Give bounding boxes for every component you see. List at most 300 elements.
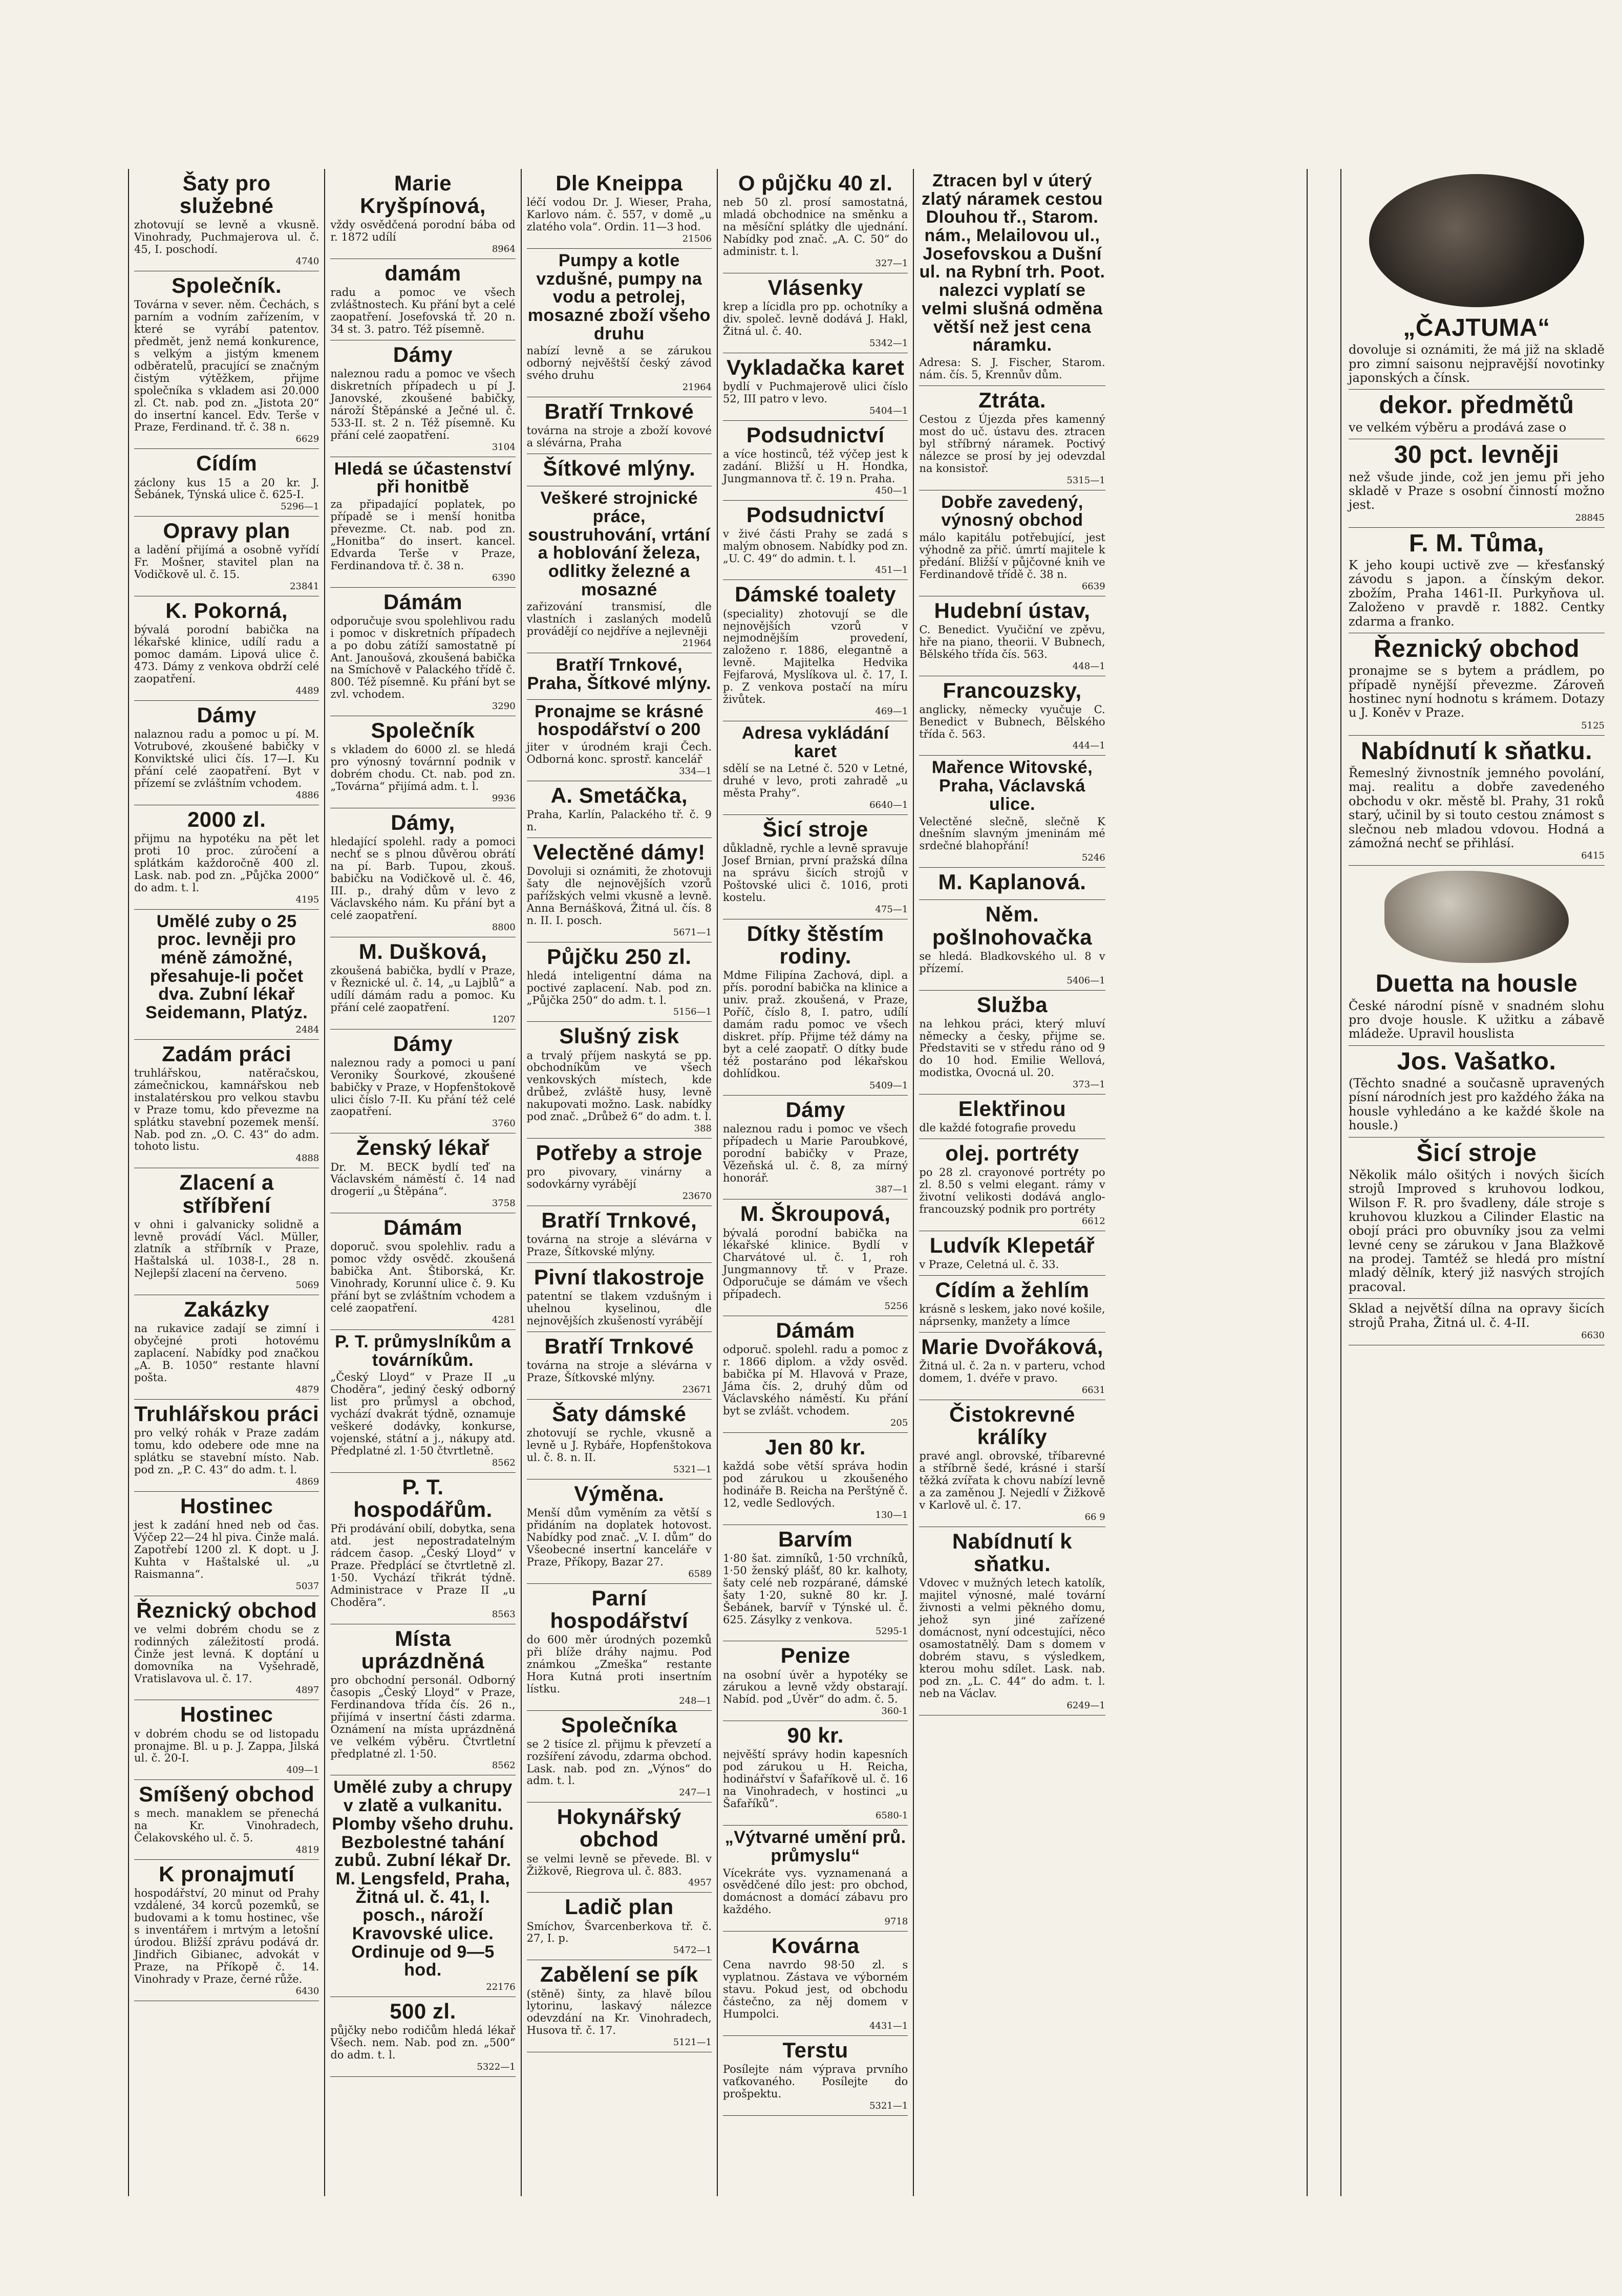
classified-ad: [919, 756, 1105, 868]
ad-body: bývalá porodní babička na lékařské klinice, udílí radu a pomoc damám. Lipová ulice č. 473. Dámy z venkova obdrží celé zaopatření.: [134, 624, 319, 685]
classified-ad: [134, 1168, 319, 1295]
classified-ad: [134, 1400, 319, 1492]
ad-reference-number: 23671: [682, 1384, 712, 1395]
ad-title: Ladič plan: [564, 1895, 674, 1919]
ad-reference-number: 5322—1: [477, 2061, 516, 2072]
ad-reference-number: 248—1: [679, 1695, 712, 1706]
ad-body: „Český Lloyd“ v Praze II „u Choděra“, jediný český odborný list pro průmysl a obchod, vychází dvakrát týdně, oznamuje veškeré dodávky, konkurse, vojenské, státní a j., nákupy atd. Předplatné zl. 1·50 čtvrtletně.: [330, 1371, 516, 1457]
ad-body: továrna na stroje a slévárna v Praze, Šítkovské mlýny.: [526, 1233, 712, 1258]
classified-ad: [527, 942, 712, 1022]
ad-title: Francouzsky,: [943, 678, 1082, 702]
ad-column-1: [129, 169, 325, 2196]
ad-body: Mdme Filipína Zachová, dipl. a přís. porodní babička na klinice a univ. praž. zkoušená, v Praze, Poříč, číslo 8, I. patro, udílí damám radu pomoc ve všech diskret. příp. Přijme též dámy na byt a celé zaopatř. O dítky bude též postaráno pod lékařskou dohlídkou.: [723, 969, 908, 1080]
ad-reference-number: 21506: [682, 233, 712, 244]
classified-ad: [723, 1433, 908, 1525]
ad-reference-number: 5125: [1581, 720, 1605, 731]
ad-title: Bratří Trnkové,: [541, 1208, 697, 1233]
ad-reference-number: 327—1: [875, 258, 908, 269]
ad-title: Hokynářský obchod: [557, 1805, 681, 1852]
ad-title: Ženský lékař: [356, 1135, 490, 1160]
classified-ad: [527, 249, 712, 397]
ad-reference-number: 6630: [1581, 1329, 1605, 1341]
classified-ad: [527, 700, 712, 781]
ad-title: Smíšený obchod: [139, 1782, 315, 1807]
ad-title: Barvím: [778, 1527, 853, 1551]
classified-ad: [134, 271, 319, 449]
classified-ad: [134, 1700, 319, 1780]
ad-body: za připadající poplatek, po případě se i menší honitba převezme. Ct. nab. pod zn. „Honitba“ do insert. kancel. Edvarda Terše v Praze, Ferdinandova tř. č. 38 n.: [330, 498, 516, 572]
ad-body: sdělí se na Letné č. 520 v Letné, druhé v levo, proti zahradě „u města Prahy“.: [723, 762, 908, 800]
classified-ad: [919, 386, 1105, 490]
ad-title: Bratří Trnkové: [544, 1334, 694, 1358]
ad-title: Umělé zuby a chrupy v zlatě a vulkanitu. Plomby všeho druhu. Bezbolestné tahání zubů. Zubní lékař Dr. M. Lengsfeld, Praha, Žitná ul. č. 41, I. posch., nároží Kravovské ulice. Ordinuje od 9—5 hod.: [332, 1777, 514, 1980]
classified-ad: [527, 838, 712, 942]
classified-ad: [527, 1022, 712, 1139]
ad-reference-number: 5472—1: [673, 1945, 712, 1956]
classified-ad: [134, 1596, 319, 1701]
classified-ad: [723, 1641, 908, 1721]
ad-body: s mech. manaklem se přenechá na Kr. Vinohradech, Čelakovského ul. č. 5.: [134, 1807, 319, 1844]
ad-body: naleznou radu i pomoc ve všech případech u Marie Paroubkové, porodní babičky v Praze, Vězeňská ul. č. 8, za mírný honorář.: [723, 1122, 908, 1184]
ad-body: nalaznou radu a pomoc u pí. M. Votrubové, zkoušené babičky v Konviktské ulici čís. 17—I. Ku přání celé zaopatření. Byt v přízemí se zvláštním vchodem.: [134, 728, 319, 789]
ad-body: záclony kus 15 a 20 kr. J. Šebánek, Týnská ulice č. 625-I.: [134, 476, 319, 501]
classified-ad: [1349, 968, 1605, 1045]
ad-body: pro obchodní personál. Odborný časopis „Český Lloyd“ v Praze, Ferdinandova třída čís. 26 n., přijímá v insertní části zdarma. Oznámení na místa uprázdněná ve velkém výběru. Čtvrtletní předplatné zl. 1·50.: [330, 1673, 516, 1760]
classified-ad: [330, 937, 515, 1029]
ad-title: Výměna.: [574, 1481, 665, 1506]
ad-reference-number: 21964: [682, 382, 712, 393]
ad-body: ve velmi dobrém chodu se z rodinných záležitostí prodá. Činže jest levná. K doptání u domovníka na Vyšehradě, Vratislavova ul. č. 17.: [134, 1623, 319, 1685]
ad-reference-number: 5321—1: [673, 1464, 712, 1475]
ad-title: Hledá se účastenství při honitbě: [334, 459, 512, 497]
ad-reference-number: 451—1: [875, 565, 908, 576]
ad-body: málo kapitálu potřebující, jest výhodně za přič. úmrtí majitele k předání. Bližší v půjčovné knih ve Ferdinandově třídě č. 38 n.: [919, 531, 1105, 581]
ad-reference-number: 5121—1: [673, 2037, 712, 2048]
ad-reference-number: 5409—1: [869, 1080, 908, 1091]
ad-reference-number: 4740: [295, 256, 319, 267]
ad-reference-number: 5296—1: [281, 501, 319, 512]
ad-body: Továrna v sever. něm. Čechách, s parním a vodním zařízením, v které se vyrábí patentov. předmět, jenž nemá konkurence, s velkým a jistým kmenem odběratelů, pracující se značným čistým výtěžkem, přijme společníka s vkladem asi 20.000 zl. Ct. nab. pod zn. „Jistota 20“ do insertní kancel. Edv. Terše v Praze, Ferdinand. tř. č. 38 n.: [134, 298, 319, 434]
ad-column-2: [325, 169, 521, 2196]
ad-body: důkladně, rychle a levně spravuje Josef Brnian, první pražská dílna na správu šicích strojů v Poštovské ulici č. 1016, proti kostelu.: [723, 842, 908, 904]
classified-ad: [527, 1960, 712, 2052]
ad-reference-number: 2484: [295, 1024, 319, 1035]
ad-body: Žitná ul. č. 2a n. v parteru, vchod domem, 1. dvéře v pravo.: [919, 1360, 1105, 1385]
ad-reference-number: 6631: [1081, 1385, 1105, 1396]
ad-title: Dítky štěstím rodiny.: [746, 921, 884, 969]
ad-body: a ladění přijímá a osobně vyřídí Fr. Mošner, stavitel plan na Vodičkově ul. č. 15.: [134, 544, 319, 581]
classified-ad: [723, 169, 908, 273]
ad-title: Zakázky: [184, 1297, 270, 1322]
ad-body: půjčky nebo rodičům hledá lékař Všech. nem. Nab. pod zn. „500“ do adm. t. l.: [330, 2024, 516, 2061]
ad-reference-number: 4879: [295, 1384, 319, 1396]
ad-body: Velectěné slečně, slečně K dnešním slavným jmeninám mé srdečné blahopřání!: [919, 815, 1105, 852]
classified-ad: [330, 588, 515, 717]
classified-ad: [723, 1826, 908, 1932]
classified-ad: [134, 449, 319, 517]
ad-reference-number: 6639: [1081, 581, 1105, 592]
ad-title: Vlásenky: [767, 275, 863, 299]
ad-title: M. Kaplanová.: [938, 870, 1086, 894]
classified-ad: [134, 517, 319, 596]
ad-reference-number: 247—1: [679, 1787, 712, 1798]
ad-title: Ztracen byl v úterý zlatý náramek cestou Dlouhou tř., Starom. nám., Melailovou ul., Josefovskou a Dušní ul. na Rybní trh. Poot. nalezci vyplatí se velmi slušná odměna větší než jest cena náramku.: [919, 171, 1105, 355]
ad-body: jiter v úrodném kraji Čech. Odborná konc. sprostř. kancelář: [526, 740, 712, 765]
ad-body: krep a lícidla pro pp. ochotníky a div. společ. levně dodává J. Hakl, Žitná ul. č. 40.: [723, 300, 908, 337]
classified-ad: [330, 1029, 515, 1134]
classified-ad: [1349, 390, 1605, 439]
ad-title: „ČAJTUMA“: [1403, 314, 1550, 341]
ad-title: Umělé zuby o 25 proc. levněji pro méně zámožné, přesahuje-li počet dva. Zubní lékař Seidemann, Platýz.: [145, 911, 308, 1023]
ad-title: Dle Kneippa: [556, 171, 683, 195]
ad-body: přijmu na hypotéku na pět let proti 10 proc. zúročení a splátkám každoročně 400 zl. Lask. nab. pod zn. „Půjčka 2000“ do adm. t. l.: [134, 832, 319, 894]
ad-body: v živé části Prahy se zadá s malým obnosem. Nabídky pod zn. „U. C. 49“ do admin. t. l.: [723, 527, 908, 565]
ad-body: Cena navrdo 98·50 zl. s vyplatnou. Zástava ve výborném stavu. Pokud jest, od obchodu částečno, za něj domem v Humpolci.: [723, 1959, 908, 2021]
ad-title: Šicí stroje: [1416, 1139, 1537, 1167]
classified-ad: [330, 457, 515, 588]
ad-body: C. Benedict. Vyučiční ve zpěvu, hře na piano, theorii. V Bubnech, Bělského třída čís. 563.: [919, 623, 1105, 660]
ad-title: K. Pokorná,: [165, 598, 288, 623]
ad-title: Dámské toalety: [735, 582, 897, 607]
ad-reference-number: 5295-1: [875, 1626, 908, 1637]
ad-title: Podsudnictví: [746, 502, 885, 527]
ad-body: Cestou z Újezda přes kamenný most do uč. ústavu des. ztracen byl stříbrný náramek. Poctivý nálezce se prosí by jej odevzdal na konsistoř.: [919, 413, 1105, 475]
classified-ad: [330, 1473, 515, 1624]
ad-body: dovoluje si oznámiti, že má již na skladě pro zimní saisonu nejpravější novotinky japonských a čínsk.: [1349, 342, 1605, 385]
ad-body: nejvěští správy hodin kapesních pod zárukou u H. Reicha, hodinářství v Šafaříkově ul. č. 16 na Vinohradech, v hostinci „u Šafaříků“.: [723, 1748, 908, 1810]
classified-ad: [1349, 439, 1605, 527]
ad-title: O půjčku 40 zl.: [738, 171, 893, 195]
ad-body: odporuč. spolehl. radu a pomoc z r. 1866 diplom. a vždy osvěd. babička pí M. Hlavová v Praze, Jámа čís. 2, druhý dům od Václavského náměstí. Ku přání byt se zvlášt. vchodem.: [723, 1343, 908, 1417]
classified-ad: [527, 169, 712, 249]
ad-reference-number: 130—1: [875, 1509, 908, 1520]
classified-ad: [330, 340, 515, 457]
classified-ad: [919, 596, 1105, 676]
ad-reference-number: 409—1: [286, 1765, 319, 1776]
ad-column-5: [914, 169, 1110, 2196]
classified-ad: [527, 1584, 712, 1711]
ad-body: jest k zadání hned neb od čas. Výčep 22—24 hl piva. Činže malá. Zapotřebí 1200 zl. K dopt. u J. Kuhta v Haštalské ul. „u Raismanna“.: [134, 1519, 319, 1580]
classified-ad: [527, 1893, 712, 1960]
ad-body: odporučuje svou spolehlivou radu i pomoc v diskretních případech a po dobu zátíží samostatně pí Ant. Janoušová, zkoušená babička na Smíchově v Palackého třídě č. 800. Též písemně. Ku přání byt se zvl. vchodem.: [330, 614, 516, 701]
classified-ad: [527, 486, 712, 653]
ad-reference-number: 4957: [688, 1877, 712, 1889]
ad-title: Místa uprázdněná: [361, 1626, 485, 1673]
ad-reference-number: 9718: [884, 1916, 908, 1927]
ad-body: Dovoluji si oznámiti, že zhotovuji šaty dle nejnovějších vzorů pařížských velmi vkusně a levně. Anna Bernášková, Žitná ul. čís. 8 n. II. I. posch.: [526, 865, 712, 927]
ad-title: Adresa vykládání karet: [741, 723, 889, 761]
classified-ad: [1349, 312, 1605, 390]
ad-body: bývalá porodní babička na lékařské klinice. Bydlí v Charvátové ul. č. 1, roh Jungmannovy tř. v Praze. Odporučuje se dámám ve všech případech.: [723, 1227, 908, 1301]
classified-ad: [919, 1095, 1105, 1139]
ad-title: F. M. Tůma,: [1408, 529, 1545, 557]
ad-reference-number: 6589: [688, 1568, 712, 1579]
ad-title: Marie Dvořáková,: [921, 1335, 1103, 1359]
ad-title: Pumpy a kotle vzdušné, pumpy na vodu a petrolej, mosazné zboží všeho druhu: [527, 250, 711, 344]
ad-title: 2000 zl.: [187, 807, 266, 831]
ad-reference-number: 360-1: [881, 1706, 908, 1717]
classified-ad: [330, 1624, 515, 1776]
ad-reference-number: 448—1: [1072, 660, 1105, 672]
ad-reference-number: 444—1: [1072, 740, 1105, 752]
ad-body: vždy osvědčená porodní bába od r. 1872 udílí: [330, 219, 516, 244]
ad-title: Opravy plan: [163, 519, 290, 543]
ad-title: Pronajme se krásné hospodářství o 200: [535, 701, 704, 740]
ad-reference-number: 5342—1: [869, 337, 908, 349]
ad-reference-number: 4281: [492, 1315, 516, 1326]
ad-reference-number: 8800: [492, 921, 516, 933]
ad-body: ve velkém výběru a prodává zase o: [1349, 420, 1567, 435]
classified-ad: [527, 1400, 712, 1479]
classified-ad: [134, 1860, 319, 2001]
classified-ad: [134, 1040, 319, 1169]
ad-title: Zlacení a stříbření: [179, 1170, 274, 1217]
ad-body: doporuč. svou spolehliv. radu a pomoc vždy osvědč. zkoušená babička Ant. Štiborská, Kr. Vinohrady, Korunní ulice č. 9. Ku přání byt se zvláštním vchodem a celé zaopatření.: [330, 1240, 516, 1315]
classified-ad: [723, 421, 908, 501]
classified-ad: [1349, 1046, 1605, 1138]
ad-title: Ztráta.: [978, 388, 1046, 412]
classified-ad: [1349, 736, 1605, 866]
ad-reference-number: 5156—1: [673, 1006, 712, 1018]
ad-body: Při prodávání obilí, dobytka, sena atd. jest nepostradatelným rádcem časop. „Český Lloyd“ v Praze. Předplácí se čtvrtletně zl. 1·50. Vychází třikrát týdně. Administrace v Praze II „u Choděra“.: [330, 1522, 516, 1608]
ad-body: zhotovují se rychle, vkusně a levně u J. Rybáře, Hopfenštokova ul. č. 8. n. II.: [526, 1427, 712, 1464]
classified-ad: [723, 1096, 908, 1200]
hero-ad-column: [1340, 169, 1612, 2196]
ad-body: Vícekráte vys. vyznamenaná a osvědčené dílo jest: pro obchod, domácnost a domácí zábavu pro každého.: [723, 1866, 908, 1916]
ad-column-4: [718, 169, 914, 2196]
ad-body: radu a pomoc ve všech zvláštnostech. Ku přání byt a celé zaopatření. Josefovská tř. 20 n. 34 st. 3. patro. Též písemně.: [330, 286, 516, 335]
classified-ad: [723, 1932, 908, 2036]
classified-ad: [527, 781, 712, 838]
classified-ad: [723, 580, 908, 721]
classified-ad: [527, 1711, 712, 1803]
ad-body: Adresa: S. J. Fischer, Starom. nám. čís. 5, Krennův dům.: [919, 356, 1105, 381]
classified-ad: [919, 1276, 1105, 1333]
ad-reference-number: 21964: [682, 638, 712, 649]
ad-title: Dámám: [776, 1318, 855, 1343]
ad-reference-number: 5321—1: [869, 2100, 908, 2111]
ad-body: hospodářství, 20 minut od Prahy vzdálené, 34 korců pozemků, se budovami a k tomu hostinec, vše s inventářem i mrtvým a letošní úrodou. Bližší zprávu podává dr. Jindřich Gibianec, advokát v Praze, na Příkopě č. 14. Vinohrady v Praze, černé růže.: [134, 1887, 319, 1985]
ad-reference-number: 5246: [1081, 852, 1105, 864]
ad-reference-number: 388: [694, 1123, 712, 1134]
ad-body: nabízí levně a se zárukou odborný nejvěštší český závod svého druhu: [526, 345, 712, 382]
ad-body: Sklad a největší dílna na opravy šicích strojů Praha, Žitná ul. č. 4-II.: [1349, 1301, 1605, 1330]
classified-ad: [330, 1133, 515, 1213]
classified-ad: [330, 169, 515, 259]
classified-ad: [723, 353, 908, 421]
classified-ad: [919, 490, 1105, 596]
classified-ad: [527, 397, 712, 454]
ad-title: Bratří Trnkové, Praha, Šítkové mlýny.: [527, 655, 712, 693]
ad-title: Dámy: [197, 703, 257, 727]
ad-title: Řeznický obchod: [136, 1598, 317, 1622]
classified-ad: [723, 1525, 908, 1642]
ad-reference-number: 6629: [295, 434, 319, 445]
ad-body: anglicky, německy vyučuje C. Benedict v Bubnech, Bělského třída č. 563.: [919, 703, 1105, 740]
ad-reference-number: 5315—1: [1066, 475, 1105, 486]
ad-body: hledající spolehl. rady a pomoci nechť se s plnou důvěrou obrátí na pí. Barb. Tupou, zkouš. babičku na Vodičkově ul. č. 46, III. p., drahý dům v levo z Václavského nám. Ku přání byt a celé zaopatření.: [330, 835, 516, 921]
classified-ad: [919, 900, 1105, 990]
ad-title: Velectěné dámy!: [532, 840, 706, 864]
ad-title: Marie Kryšpínová,: [360, 171, 486, 218]
ad-reference-number: 3104: [492, 441, 516, 453]
ad-body: 1·80 šat. zimníků, 1·50 vrchníků, 1·50 ženský plášť, 80 kr. kalhoty, šaty celé neb rozpárané, dámské šaty 1·20, sukně 80 kr. J. Šebánek, barvíř v Týnské ul. č. 625. Zásylky z venkova.: [723, 1552, 908, 1626]
ad-body: Praha, Karlín, Palackého tř. č. 9 n.: [526, 808, 712, 833]
ad-title: Něm. pošlnohovačka: [932, 902, 1093, 949]
ad-reference-number: 22176: [486, 1982, 516, 1993]
ad-title: Cídím: [196, 451, 258, 476]
ad-title: Nabídnutí k sňatku.: [1360, 737, 1593, 765]
classified-ad: [723, 1721, 908, 1826]
ad-body: v ohni i galvanicky solidně a levně provádí Václ. Müller, zlatník a stříbrník v Praze, Haštalská ul. 1038-I., 28 n. Nejlepší zlacení na červeno.: [134, 1218, 319, 1280]
ad-body: továrna na stroje a zboží kovové a slévárna, Praha: [526, 424, 712, 449]
classified-ad: [527, 1206, 712, 1263]
ad-title: Jos. Vašatko.: [1397, 1047, 1556, 1075]
ad-body: s vkladem do 6000 zl. se hledá pro výnosný továrnní podnik v dobrém chodu. Ct. nab. pod zn. „Továrna“ přijímá adm. t. l.: [330, 743, 516, 793]
classified-ad: [919, 1333, 1105, 1400]
ad-reference-number: 5069: [295, 1280, 319, 1291]
ad-reference-number: 3290: [492, 701, 516, 712]
ad-reference-number: 8562: [492, 1457, 516, 1468]
ad-reference-number: 5256: [884, 1301, 908, 1312]
ad-reference-number: 66 9: [1084, 1512, 1105, 1522]
ad-reference-number: 8562: [492, 1760, 516, 1771]
ad-body: Vdovec v mužných letech katolík, majitel výnosné, malé tovární živnosti a velmi pěkného domu, jehož syn jiné zařízené domácnost, nyní odcestujíci, něco osamostatnělý. Dam s domem v dobrém stavu, s výsledkem, kterou mohu sdílet. Lask. nab. pod zn. „L. C. 44“ do adm. t. l. neb na Václav.: [919, 1577, 1105, 1700]
ad-reference-number: 4431—1: [869, 2021, 908, 2032]
ad-body: krásně s leskem, jako nové košile, náprsenky, manžety a límce: [919, 1303, 1105, 1328]
classified-ad: [527, 653, 712, 699]
classified-ad: [330, 808, 515, 937]
ad-title: Pivní tlakostroje: [533, 1265, 705, 1290]
ad-reference-number: 23841: [290, 581, 319, 592]
classified-ad: [330, 1330, 515, 1473]
ad-reference-number: 5671—1: [673, 927, 712, 938]
classified-ad: [919, 1139, 1105, 1231]
classified-ad: [134, 1780, 319, 1860]
ad-title: Potřeby a stroje: [536, 1141, 703, 1165]
ad-title: Terstu: [782, 2038, 848, 2063]
classified-ad: [723, 501, 908, 581]
ad-body: zkoušená babička, bydlí v Praze, v Řeznické ul. č. 14, „u Lajblů“ a udílí dámám radu a pomoc. Ku přání celé zaopatření.: [330, 964, 516, 1014]
ad-reference-number: 3758: [492, 1198, 516, 1209]
ad-title: Elektřinou: [958, 1097, 1066, 1121]
ad-title: Dámám: [383, 589, 463, 614]
classified-ad: [330, 1997, 515, 2077]
ad-title: Hudební ústav,: [934, 598, 1091, 623]
ad-title: Bratří Trnkové: [544, 399, 694, 424]
ad-title: Dámám: [383, 1215, 463, 1240]
ad-body: v dobrém chodu se od listopadu pronajme. Bl. u p. J. Zappa, Jilská ul. č. 20-I.: [134, 1727, 319, 1765]
classified-ad: [330, 716, 515, 808]
classified-ad: [330, 259, 515, 340]
ad-body: továrna na stroje a slévárna v Praze, Šítkovské mlýny.: [526, 1359, 712, 1384]
ad-title: Podsudnictví: [746, 422, 885, 447]
ad-title: Šaty dámské: [552, 1401, 687, 1426]
classified-ad: [919, 169, 1105, 386]
ad-title: Společník.: [172, 273, 282, 297]
ad-title: Jen 80 kr.: [765, 1434, 866, 1459]
ad-reference-number: 3760: [492, 1118, 516, 1129]
ad-reference-number: 469—1: [875, 706, 908, 717]
ad-body: Smíchov, Švarcenberkova tř. č. 27, I. p.: [526, 1920, 712, 1945]
ad-reference-number: 4897: [295, 1685, 319, 1696]
ad-title: Hostinec: [180, 1702, 273, 1727]
ad-body: pravé angl. obrovské, tříbarevné a stříbrně šedé, krásné i starší těžká zvířata k chovu nabízí levně a za zaměnou J. Nejedlí v Žižkově v Karlově ul. č. 17.: [919, 1450, 1105, 1512]
ad-title: Dobře zavedený, výnosný obchod: [941, 492, 1083, 530]
ad-reference-number: 4888: [295, 1153, 319, 1164]
classified-ad: [919, 1231, 1105, 1276]
ad-title: Cídím a žehlím: [935, 1278, 1090, 1302]
classified-ad: [1349, 633, 1605, 736]
ad-reference-number: 4886: [295, 789, 319, 801]
ad-body: na osobní úvěr a hypotéky se zárukou a levně vždy obstarají. Nabíd. pod „Úvěr“ do adm. č. 5.: [723, 1668, 908, 1706]
classified-ad: [1349, 1138, 1605, 1299]
classified-ad: [723, 1316, 908, 1433]
ad-body: na lehkou práci, který mluví německy a česky, přijme se. Představiti se v středu ráno od 9 do 10 hod. Emilie Wellová, modistka, Ovocná ul. 20.: [919, 1017, 1105, 1079]
rabbit-illustration: [1384, 871, 1569, 963]
ad-reference-number: 5404—1: [869, 405, 908, 416]
ad-reference-number: 9936: [492, 793, 516, 804]
classified-ad: [527, 1803, 712, 1893]
ad-body: (speciality) zhotovují se dle nejnovějších vzorů v nejmodnějším provedení, založeno r. 1886, elegantně a levně. Majitelka Hedvika Fejfarová, Myslíkova ul. č. 17, I. p. Z venkova postačí na míru živůtek.: [723, 607, 908, 706]
ad-title: P. T. hospodářům.: [353, 1474, 493, 1522]
ad-title: M. Dušková,: [358, 939, 487, 963]
ad-body: Dr. M. BECK bydlí teď na Václavském náměstí č. 14 nad drogerií „u Štěpána“.: [330, 1161, 516, 1198]
ad-reference-number: 1207: [492, 1014, 516, 1025]
ad-title: 30 pct. levněji: [1394, 441, 1560, 469]
ad-title: Čistokrevné králíky: [949, 1402, 1075, 1449]
classified-ad: [919, 1400, 1105, 1527]
ad-reference-number: 475—1: [875, 904, 908, 915]
ad-reference-number: 5037: [295, 1580, 319, 1592]
ad-title: Parní hospodářství: [550, 1585, 689, 1633]
ad-title: Mařence Witovské, Praha, Václavská ulice.: [931, 758, 1093, 814]
ad-body: se velmi levně se převede. Bl. v Žižkově, Riegrova ul. č. 883.: [526, 1852, 712, 1877]
ad-body: pronajme se s bytem a prádlem, po případě nynější převezme. Zároveň hostinec nyní hodnotu s krámem. Dotazy u J. Koněv v Praze.: [1349, 663, 1605, 720]
classified-ad: [723, 919, 908, 1096]
ad-reference-number: 6249—1: [1066, 1700, 1105, 1711]
classified-ad: [134, 701, 319, 805]
ad-reference-number: 4819: [295, 1844, 319, 1856]
ad-body: (Těchto snadné a současně upravených písní národních jest pro každého žáka na housle vyhledáno a ke každé škole na housle.): [1349, 1076, 1605, 1133]
ad-body: (stěně) šinty, za hlavě bílou lytorinu, laskavý nálezce odevzdání na Kr. Vinohradech, Husova tř. č. 17.: [526, 1987, 712, 2037]
ad-reference-number: 28845: [1575, 512, 1605, 523]
classified-ad: [527, 454, 712, 486]
ad-reference-number: 334—1: [679, 765, 712, 777]
ad-body: do 600 měr úrodných pozemků při blíže dráhy najmu. Pod známkou „Zmeška“ restante Hora Kutná proti insertním lístku.: [526, 1633, 712, 1695]
ad-reference-number: 8563: [492, 1608, 516, 1620]
ad-title: Dámy: [393, 1031, 453, 1056]
classified-ad: [723, 2036, 908, 2116]
ad-title: Společníka: [561, 1712, 677, 1737]
classified-ad: [919, 868, 1105, 900]
ad-body: na rukavice zadají se zimní i obyčejné proti hotovému zaplacení. Nabídky pod značkou „A. B. 1050“ restante hlavní pošta.: [134, 1322, 319, 1384]
ad-reference-number: 387—1: [875, 1184, 908, 1195]
classified-ad: [723, 721, 908, 815]
ad-title: Slušný zisk: [559, 1024, 679, 1048]
ad-title: Truhlářskou práci: [134, 1402, 319, 1426]
ad-body: pro pivovary, vinárny a sodovkárny vyrábějí: [526, 1166, 712, 1191]
ad-title: Kovárna: [771, 1934, 860, 1958]
ad-title: Půjčku 250 zl.: [547, 944, 692, 969]
classified-ad: [723, 815, 908, 919]
ad-body: Několik málo ošitých i nových šicích strojů Improved s kruhovou lodkou, Wilson F. R. pro švadleny, dále stroje s kruhovou kluzkou a Cilinder Elastic na obojí práci pro obuvníky jsou za velmi levné ceny se zárukou v Jana Blažkově na prodej. Tamtéž se hledá pro místní mladý dělník, který již nasvých strojích pracoval.: [1349, 1167, 1605, 1294]
ad-reference-number: 8964: [492, 244, 516, 255]
classified-ad: [919, 676, 1105, 756]
ad-reference-number: 6390: [492, 572, 516, 583]
ad-title: Veškeré strojnické práce, soustruhování, vrtání a hoblování železa, odlitky železné a mosazné: [528, 488, 711, 599]
classified-ad: [134, 169, 319, 271]
